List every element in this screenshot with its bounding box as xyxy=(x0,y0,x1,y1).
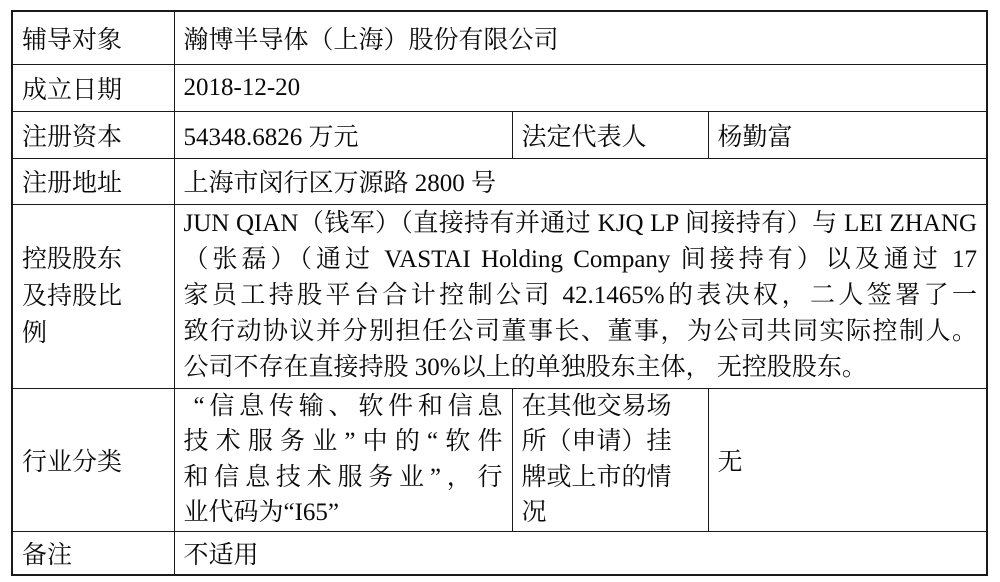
text-line: 在其他交易场 xyxy=(521,392,672,420)
text-line: 及持股比 xyxy=(22,282,123,310)
remark-value: 不适用 xyxy=(174,531,987,575)
text-line: 例 xyxy=(22,319,48,347)
registered-address-label: 注册地址 xyxy=(12,158,174,204)
registered-address-value: 上海市闵行区万源路 2800 号 xyxy=(174,158,987,204)
table-row xyxy=(12,11,987,64)
founded-date-label: 成立日期 xyxy=(12,64,174,111)
text-line: （张磊）（通过 VASTAI Holding Company 间接持有）以及通过 17 xyxy=(183,246,978,273)
other-listing-value: 无 xyxy=(708,388,987,531)
text-line: 牌或上市的情 xyxy=(521,463,672,491)
text-line: 控股股东 xyxy=(22,245,123,273)
table-row xyxy=(12,204,987,388)
registered-capital-label: 注册资本 xyxy=(12,111,174,158)
industry-class-label: 行业分类 xyxy=(12,388,174,531)
text-line: 所（申请）挂 xyxy=(521,428,672,455)
controlling-shareholder-value xyxy=(174,204,987,388)
other-listing-label xyxy=(512,388,708,531)
guidance-target-value: 瀚博半导体（上海）股份有限公司 xyxy=(174,11,987,64)
guidance-target-label: 辅导对象 xyxy=(12,11,174,64)
table-row xyxy=(12,388,987,531)
registered-capital-value: 54348.6826 万元 xyxy=(174,111,512,158)
table-row xyxy=(12,531,987,575)
text-line: 和信息技术服务业”，行 xyxy=(183,463,503,491)
text-line: 技术服务业”中的“软件 xyxy=(183,428,503,455)
table-row xyxy=(12,111,987,158)
text-line: 家员工持股平台合计控制公司 42.1465%的表决权，二人签署了一 xyxy=(183,282,978,309)
text-line: 业代码为“I65” xyxy=(183,499,340,526)
controlling-shareholder-label xyxy=(12,204,174,388)
legal-representative-value: 杨勤富 xyxy=(708,111,987,158)
table-row xyxy=(12,64,987,111)
remark-label: 备注 xyxy=(12,531,174,575)
company-info-table xyxy=(11,10,988,576)
text-line: “信息传输、软件和信息 xyxy=(193,392,503,420)
text-line: 公司不存在直接持股 30%以上的单独股东主体， 无控股股东。 xyxy=(183,354,867,381)
founded-date-value: 2018-12-20 xyxy=(174,64,987,111)
industry-class-value xyxy=(174,388,512,531)
text-line: 致行动协议并分别担任公司董事长、董事，为公司共同实际控制人。 xyxy=(183,318,978,345)
text-line: JUN QIAN（钱军）（直接持有并通过 KJQ LP 间接持有）与 LEI ZHANG xyxy=(183,210,978,237)
table-row xyxy=(12,158,987,204)
legal-representative-label: 法定代表人 xyxy=(512,111,708,158)
text-line: 况 xyxy=(521,499,547,526)
